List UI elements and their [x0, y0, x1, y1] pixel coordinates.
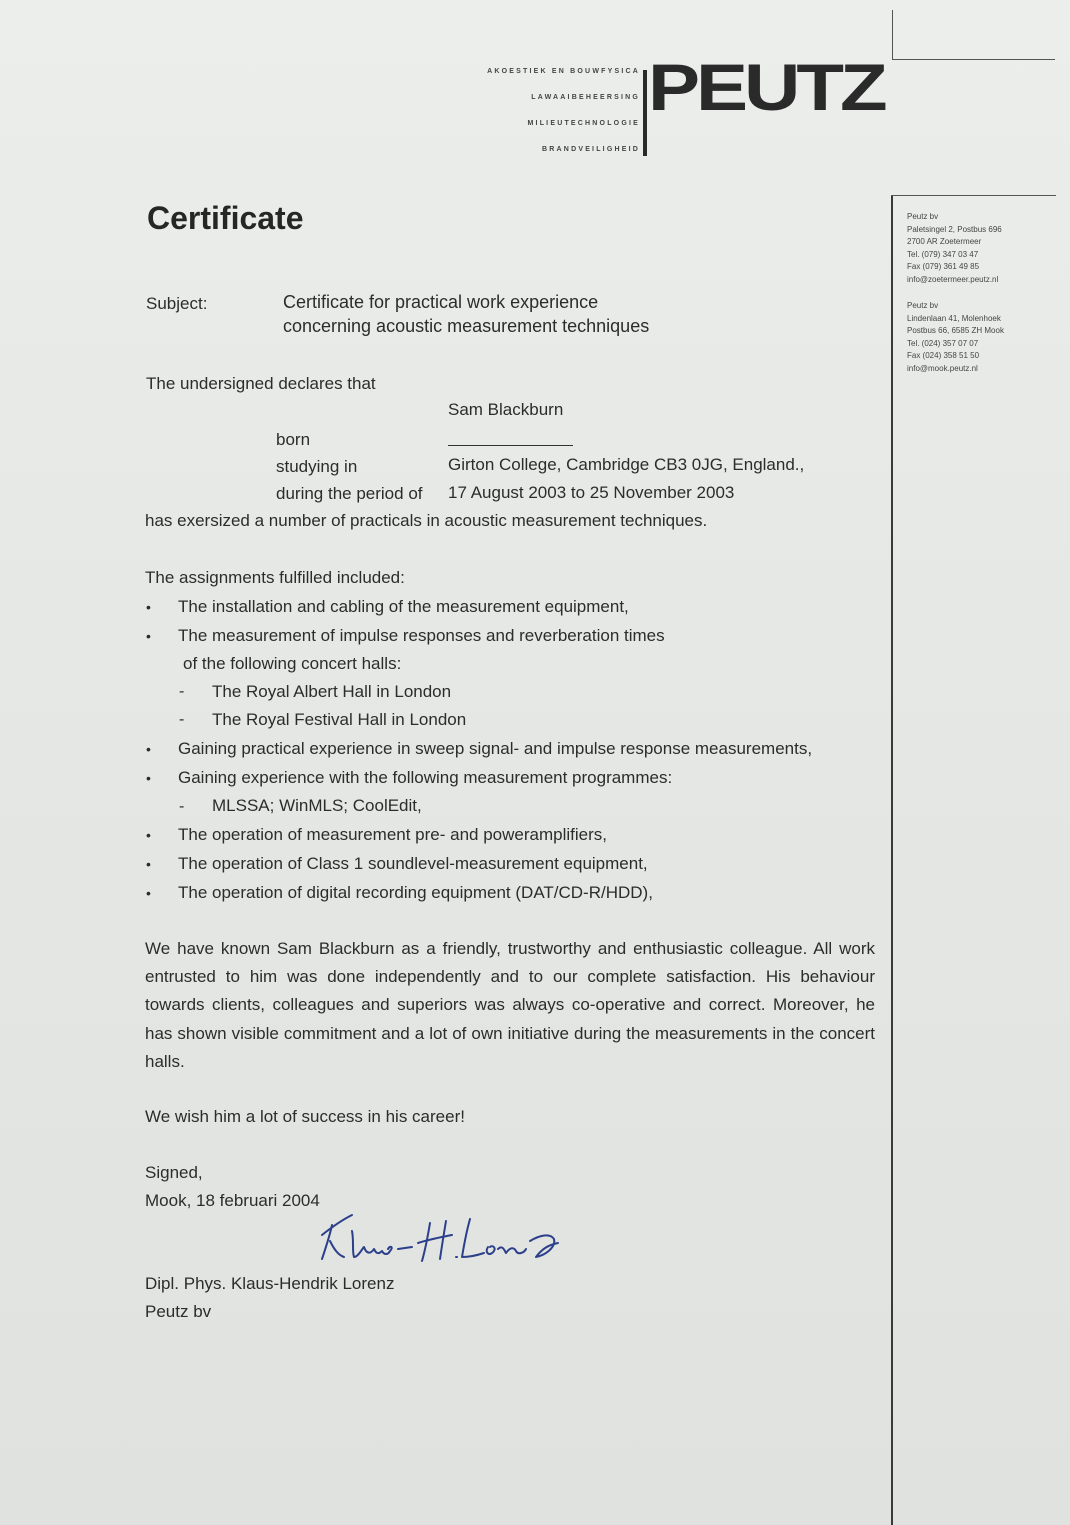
signed-label: Signed,	[145, 1163, 203, 1182]
born-blank-line	[448, 445, 573, 446]
margin-rule-top-horizontal	[892, 59, 1055, 60]
address-line: Fax (024) 358 51 50	[907, 351, 980, 360]
reference-paragraph: We have known Sam Blackburn as a friendly, trustworthy and enthusiastic colleague. All work entrusted to him was done independently and to our complete satisfaction. His behaviour towards clients, colleagues and superiors was always co-operative and correct. Moreover, he has shown visible commitment and a lot of own initiative during the measurements in the concert halls.	[145, 939, 875, 1071]
logo-tagline: MILIEUTECHNOLOGIE	[527, 120, 640, 127]
assignments-intro: The assignments fulfilled included:	[145, 568, 405, 587]
assignment-item: The installation and cabling of the measurement equipment,	[178, 597, 629, 616]
address-line: Tel. (079) 347 03 47	[907, 249, 979, 259]
address-line: info@mook.peutz.nl	[907, 363, 978, 373]
logo-bar	[643, 70, 647, 156]
hall-item: The Royal Festival Hall in London	[212, 710, 467, 729]
logo-tagline: BRANDVEILIGHEID	[542, 146, 640, 153]
born-label: born	[276, 430, 311, 449]
bullet-icon: •	[146, 770, 151, 786]
address-line: Paletsingel 2, Postbus 696	[907, 224, 1002, 234]
period-value: 17 August 2003 to 25 November 2003	[448, 483, 735, 502]
subject-line-1: Certificate for practical work experience	[283, 292, 599, 312]
margin-rule-horizontal	[891, 195, 1056, 196]
declaration-summary: has exersized a number of practicals in acoustic measurement techniques.	[145, 511, 708, 530]
address-line: Peutz bv	[907, 301, 939, 310]
assignment-item: The operation of digital recording equipment (DAT/CD-R/HDD),	[178, 883, 653, 902]
address-line: Lindenlaan 41, Molenhoek	[907, 313, 1001, 323]
studying-label: studying in	[276, 457, 358, 476]
subject-line-2: concerning acoustic measurement techniques	[283, 316, 650, 336]
handwritten-signature	[318, 1205, 568, 1280]
address-line: info@zoetermeer.peutz.nl	[907, 274, 999, 284]
logo-wordmark: PEUTZ	[648, 49, 884, 125]
address-block-mook	[907, 300, 1004, 375]
declaration-intro: The undersigned declares that	[146, 374, 376, 393]
dash-icon: -	[179, 683, 185, 700]
address-line: Tel. (024) 357 07 07	[907, 338, 979, 348]
place-date: Mook, 18 februari 2004	[145, 1191, 320, 1210]
subject-label: Subject:	[146, 294, 208, 313]
logo-taglines	[440, 68, 640, 172]
address-line: Fax (079) 361 49 85	[907, 262, 980, 271]
address-line: Postbus 66, 6585 ZH Mook	[907, 326, 1004, 335]
closing-wish: We wish him a lot of success in his career!	[145, 1107, 465, 1126]
programmes-item: MLSSA; WinMLS; CoolEdit,	[212, 796, 422, 815]
hall-item: The Royal Albert Hall in London	[212, 682, 452, 701]
bullet-icon: •	[146, 885, 151, 901]
bullet-icon: •	[146, 827, 151, 843]
bullet-icon: •	[146, 741, 151, 757]
assignment-item: Gaining practical experience in sweep signal- and impulse response measurements,	[178, 739, 813, 758]
margin-rule-vertical	[891, 196, 893, 1525]
student-name: Sam Blackburn	[448, 400, 564, 419]
assignment-item: The measurement of impulse responses and reverberation times	[178, 626, 665, 645]
period-label: during the period of	[276, 484, 423, 503]
assignment-item-continued: of the following concert halls:	[183, 654, 402, 673]
assignment-item: The operation of Class 1 soundlevel-measurement equipment,	[178, 854, 648, 873]
bullet-icon: •	[146, 628, 151, 644]
bullet-icon: •	[146, 856, 151, 872]
logo-tagline: LAWAAIBEHEERSING	[531, 94, 640, 101]
address-line: 2700 AR Zoetermeer	[907, 237, 982, 246]
assignment-item: The operation of measurement pre- and poweramplifiers,	[178, 825, 607, 844]
dash-icon: -	[179, 711, 185, 728]
dash-icon: -	[179, 798, 185, 815]
bullet-icon: •	[146, 599, 151, 615]
studying-value: Girton College, Cambridge CB3 0JG, England.,	[448, 455, 805, 474]
assignment-item: Gaining experience with the following measurement programmes:	[178, 768, 673, 787]
page-title: Certificate	[147, 200, 304, 236]
address-block-zoetermeer	[907, 211, 1002, 286]
logo-tagline: AKOESTIEK EN BOUWFYSICA	[487, 68, 640, 75]
signer-name: Dipl. Phys. Klaus-Hendrik Lorenz	[145, 1274, 395, 1293]
address-line: Peutz bv	[907, 212, 939, 221]
company-name: Peutz bv	[145, 1302, 212, 1321]
margin-rule-top	[892, 10, 893, 60]
